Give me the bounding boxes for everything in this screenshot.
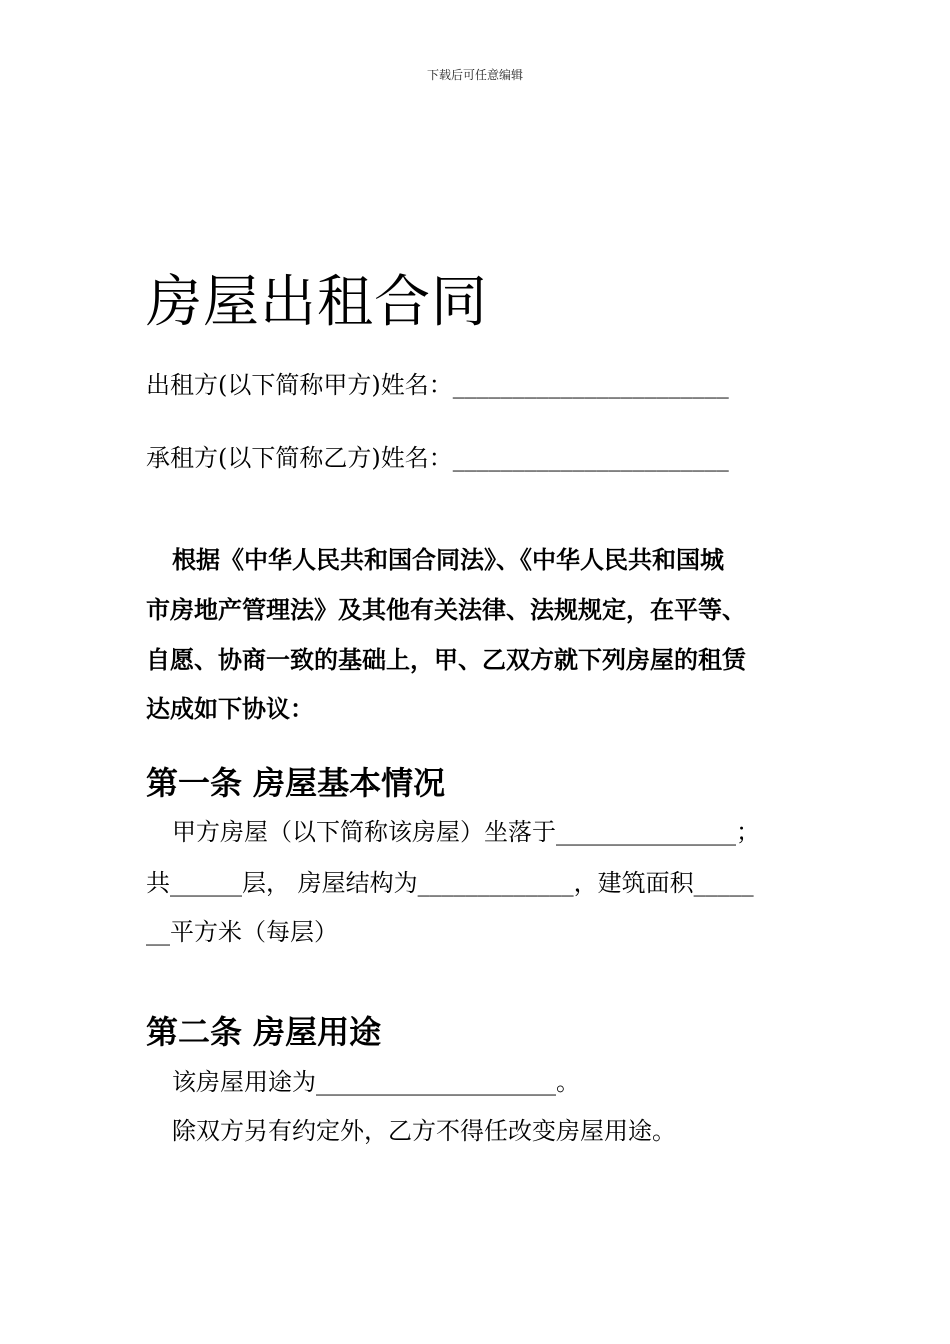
- lessor-name-line: 出租方(以下简称甲方)姓名：_______________________: [146, 371, 729, 399]
- preamble-line-2: 市房地产管理法》及其他有关法律、法规规定，在平等、: [146, 595, 746, 624]
- lessee-name-line: 承租方(以下简称乙方)姓名：_______________________: [146, 444, 729, 472]
- article1-line-2: 共______层， 房屋结构为_____________，建筑面积_____: [146, 869, 754, 897]
- preamble-line-1: 根据《中华人民共和国合同法》、《中华人民共和国城: [172, 545, 724, 574]
- article1-line-3: __平方米（每层）: [146, 918, 338, 946]
- preamble-line-3: 自愿、协商一致的基础上，甲、乙双方就下列房屋的租赁: [146, 645, 746, 674]
- article2-line-1: 该房屋用途为____________________。: [172, 1068, 580, 1096]
- article1-heading: 第一条 房屋基本情况: [146, 764, 446, 802]
- document-title: 房屋出租合同: [146, 270, 488, 335]
- article1-line-1: 甲方房屋（以下简称该房屋）坐落于_______________；: [172, 818, 760, 846]
- article2-line-2: 除双方另有约定外，乙方不得任改变房屋用途。: [172, 1117, 676, 1145]
- article2-heading: 第二条 房屋用途: [146, 1013, 382, 1051]
- preamble-line-4: 达成如下协议：: [146, 694, 314, 723]
- header-note: 下载后可任意编辑: [426, 68, 523, 82]
